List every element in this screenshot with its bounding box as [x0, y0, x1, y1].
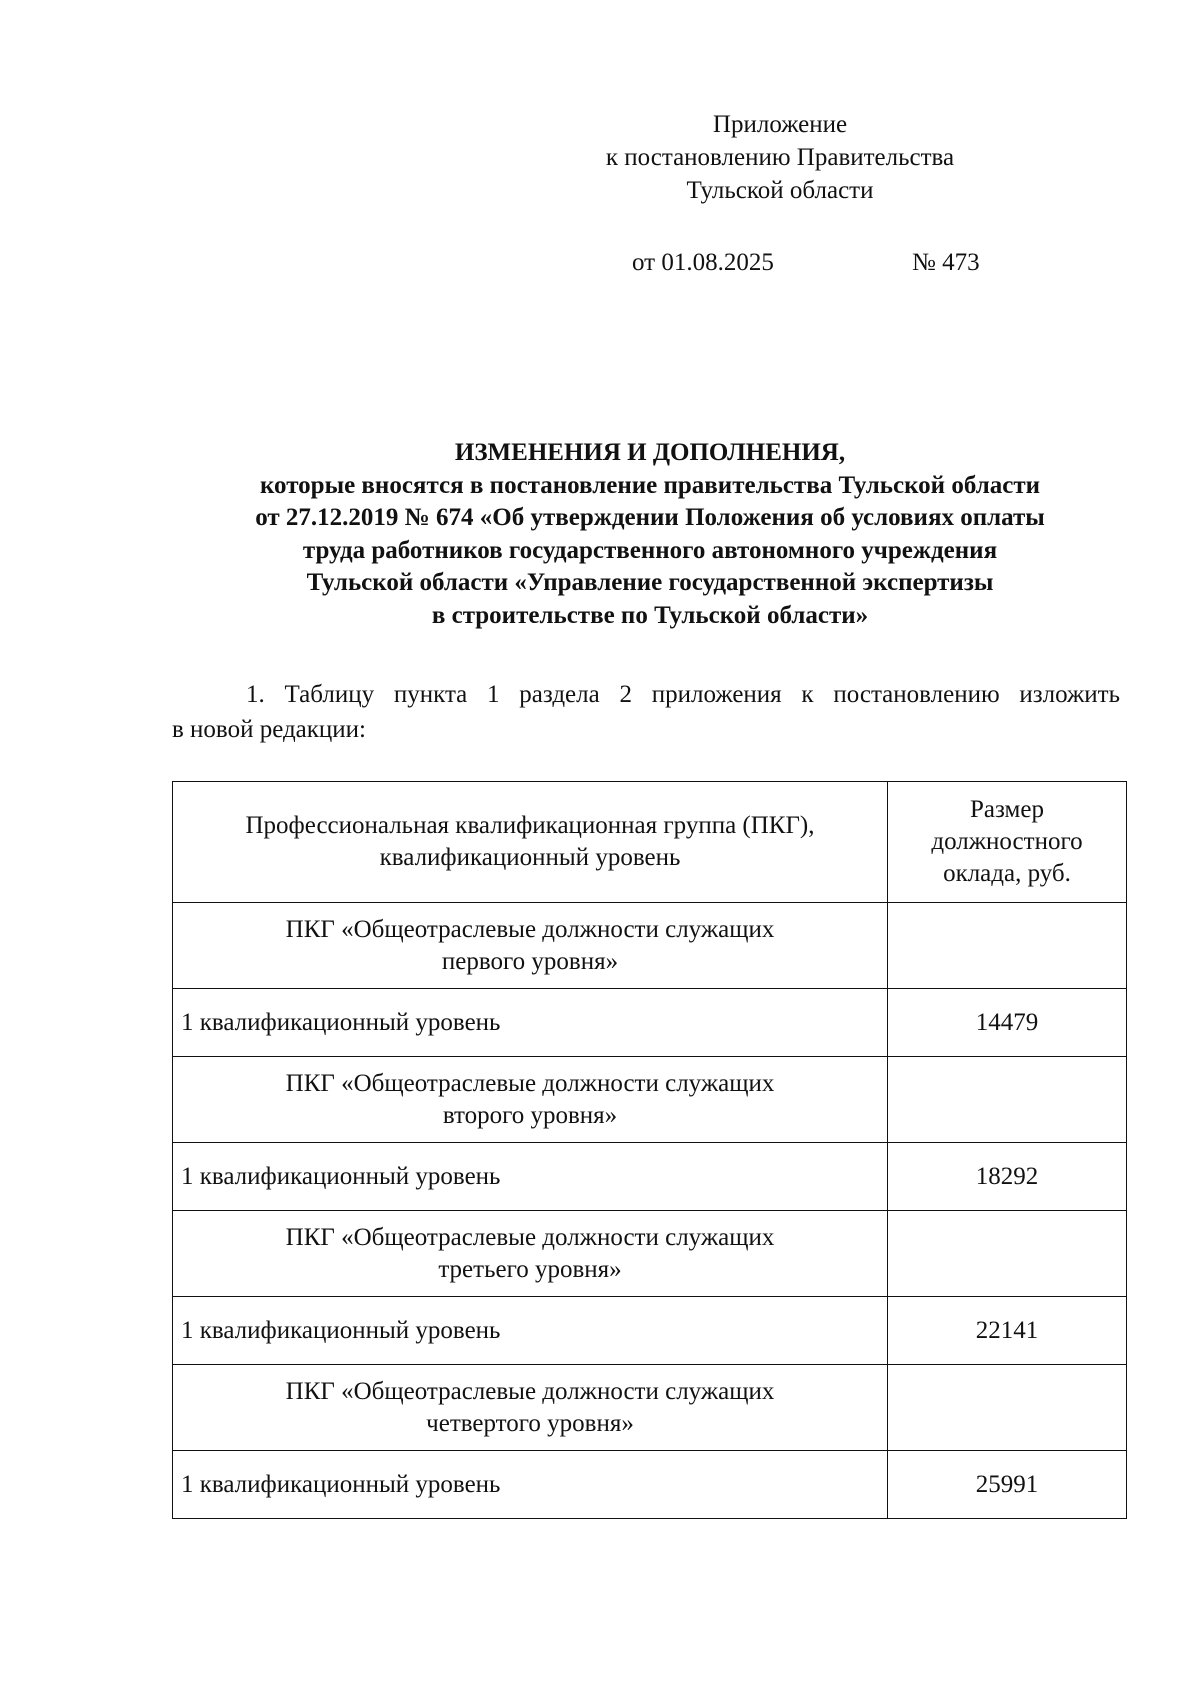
- group-title: четвертого уровня»: [426, 1409, 634, 1437]
- heading-line: в строительстве по Тульской области»: [431, 601, 869, 629]
- table-row: [173, 1365, 1127, 1451]
- group-title: второго уровня»: [442, 1101, 618, 1129]
- header-text: Профессиональная квалификационная группа (ПКГ),: [245, 812, 815, 839]
- level-cell: 1 квалификационный уровень: [173, 1451, 888, 1519]
- paragraph-line: 1. Таблицу пункта 1 раздела 2 приложения к постановлению изложить: [246, 681, 1120, 708]
- header-group-cell: [173, 782, 888, 903]
- group-title: третьего уровня»: [438, 1255, 622, 1283]
- table-row: [173, 1057, 1127, 1143]
- heading-line: Тульской области «Управление государственной экспертизы: [306, 569, 994, 596]
- table-row: [173, 1211, 1127, 1297]
- salary-cell: 22141: [888, 1297, 1127, 1365]
- group-title: первого уровня»: [441, 947, 619, 975]
- heading-line: труда работников государственного автономного учреждения: [302, 536, 998, 564]
- group-title: ПКГ «Общеотраслевые должности служащих: [285, 1377, 775, 1405]
- paragraph-line: в новой редакции:: [172, 716, 367, 743]
- annex-region: Тульской области: [686, 177, 874, 204]
- group-title-cell: [173, 1057, 888, 1143]
- table-row: [173, 903, 1127, 989]
- level-cell: 1 квалификационный уровень: [173, 989, 888, 1057]
- salary-cell: 25991: [888, 1451, 1127, 1519]
- group-title-cell: [173, 1211, 888, 1297]
- annex-title: Приложение: [712, 111, 848, 138]
- level-cell: 1 квалификационный уровень: [173, 1143, 888, 1211]
- heading-line: ИЗМЕНЕНИЯ И ДОПОЛНЕНИЯ,: [454, 439, 846, 466]
- group-title-cell: [173, 903, 888, 989]
- level-cell: 1 квалификационный уровень: [173, 1297, 888, 1365]
- table-row: [173, 1451, 1127, 1519]
- annex-block: [580, 108, 980, 207]
- empty-cell: [888, 903, 1127, 989]
- header-text: должностного: [931, 828, 1083, 855]
- header-text: квалификационный уровень: [379, 844, 681, 871]
- decree-date: от 01.08.2025: [632, 249, 774, 276]
- group-title: ПКГ «Общеотраслевые должности служащих: [285, 1069, 775, 1097]
- decree-number: № 473: [912, 249, 980, 276]
- group-title: ПКГ «Общеотраслевые должности служащих: [285, 1223, 775, 1251]
- table-header-row: [173, 782, 1127, 903]
- heading-line: от 27.12.2019 № 674 «Об утверждении Положения об условиях оплаты: [255, 504, 1045, 531]
- group-title-cell: [173, 1365, 888, 1451]
- empty-cell: [888, 1211, 1127, 1297]
- empty-cell: [888, 1365, 1127, 1451]
- salary-table: [172, 781, 1127, 1519]
- document-heading: [140, 437, 1160, 632]
- table-row: [173, 989, 1127, 1057]
- header-salary-cell: [888, 782, 1127, 903]
- annex-reference: к постановлению Правительства: [605, 144, 955, 171]
- empty-cell: [888, 1057, 1127, 1143]
- table-row: [173, 1297, 1127, 1365]
- salary-cell: 18292: [888, 1143, 1127, 1211]
- group-title: ПКГ «Общеотраслевые должности служащих: [285, 915, 775, 943]
- salary-cell: 14479: [888, 989, 1127, 1057]
- table-row: [173, 1143, 1127, 1211]
- heading-line: которые вносятся в постановление правительства Тульской области: [259, 471, 1041, 499]
- header-text: Размер: [970, 796, 1044, 823]
- header-text: оклада, руб.: [943, 860, 1071, 887]
- body-paragraph: [172, 677, 1120, 747]
